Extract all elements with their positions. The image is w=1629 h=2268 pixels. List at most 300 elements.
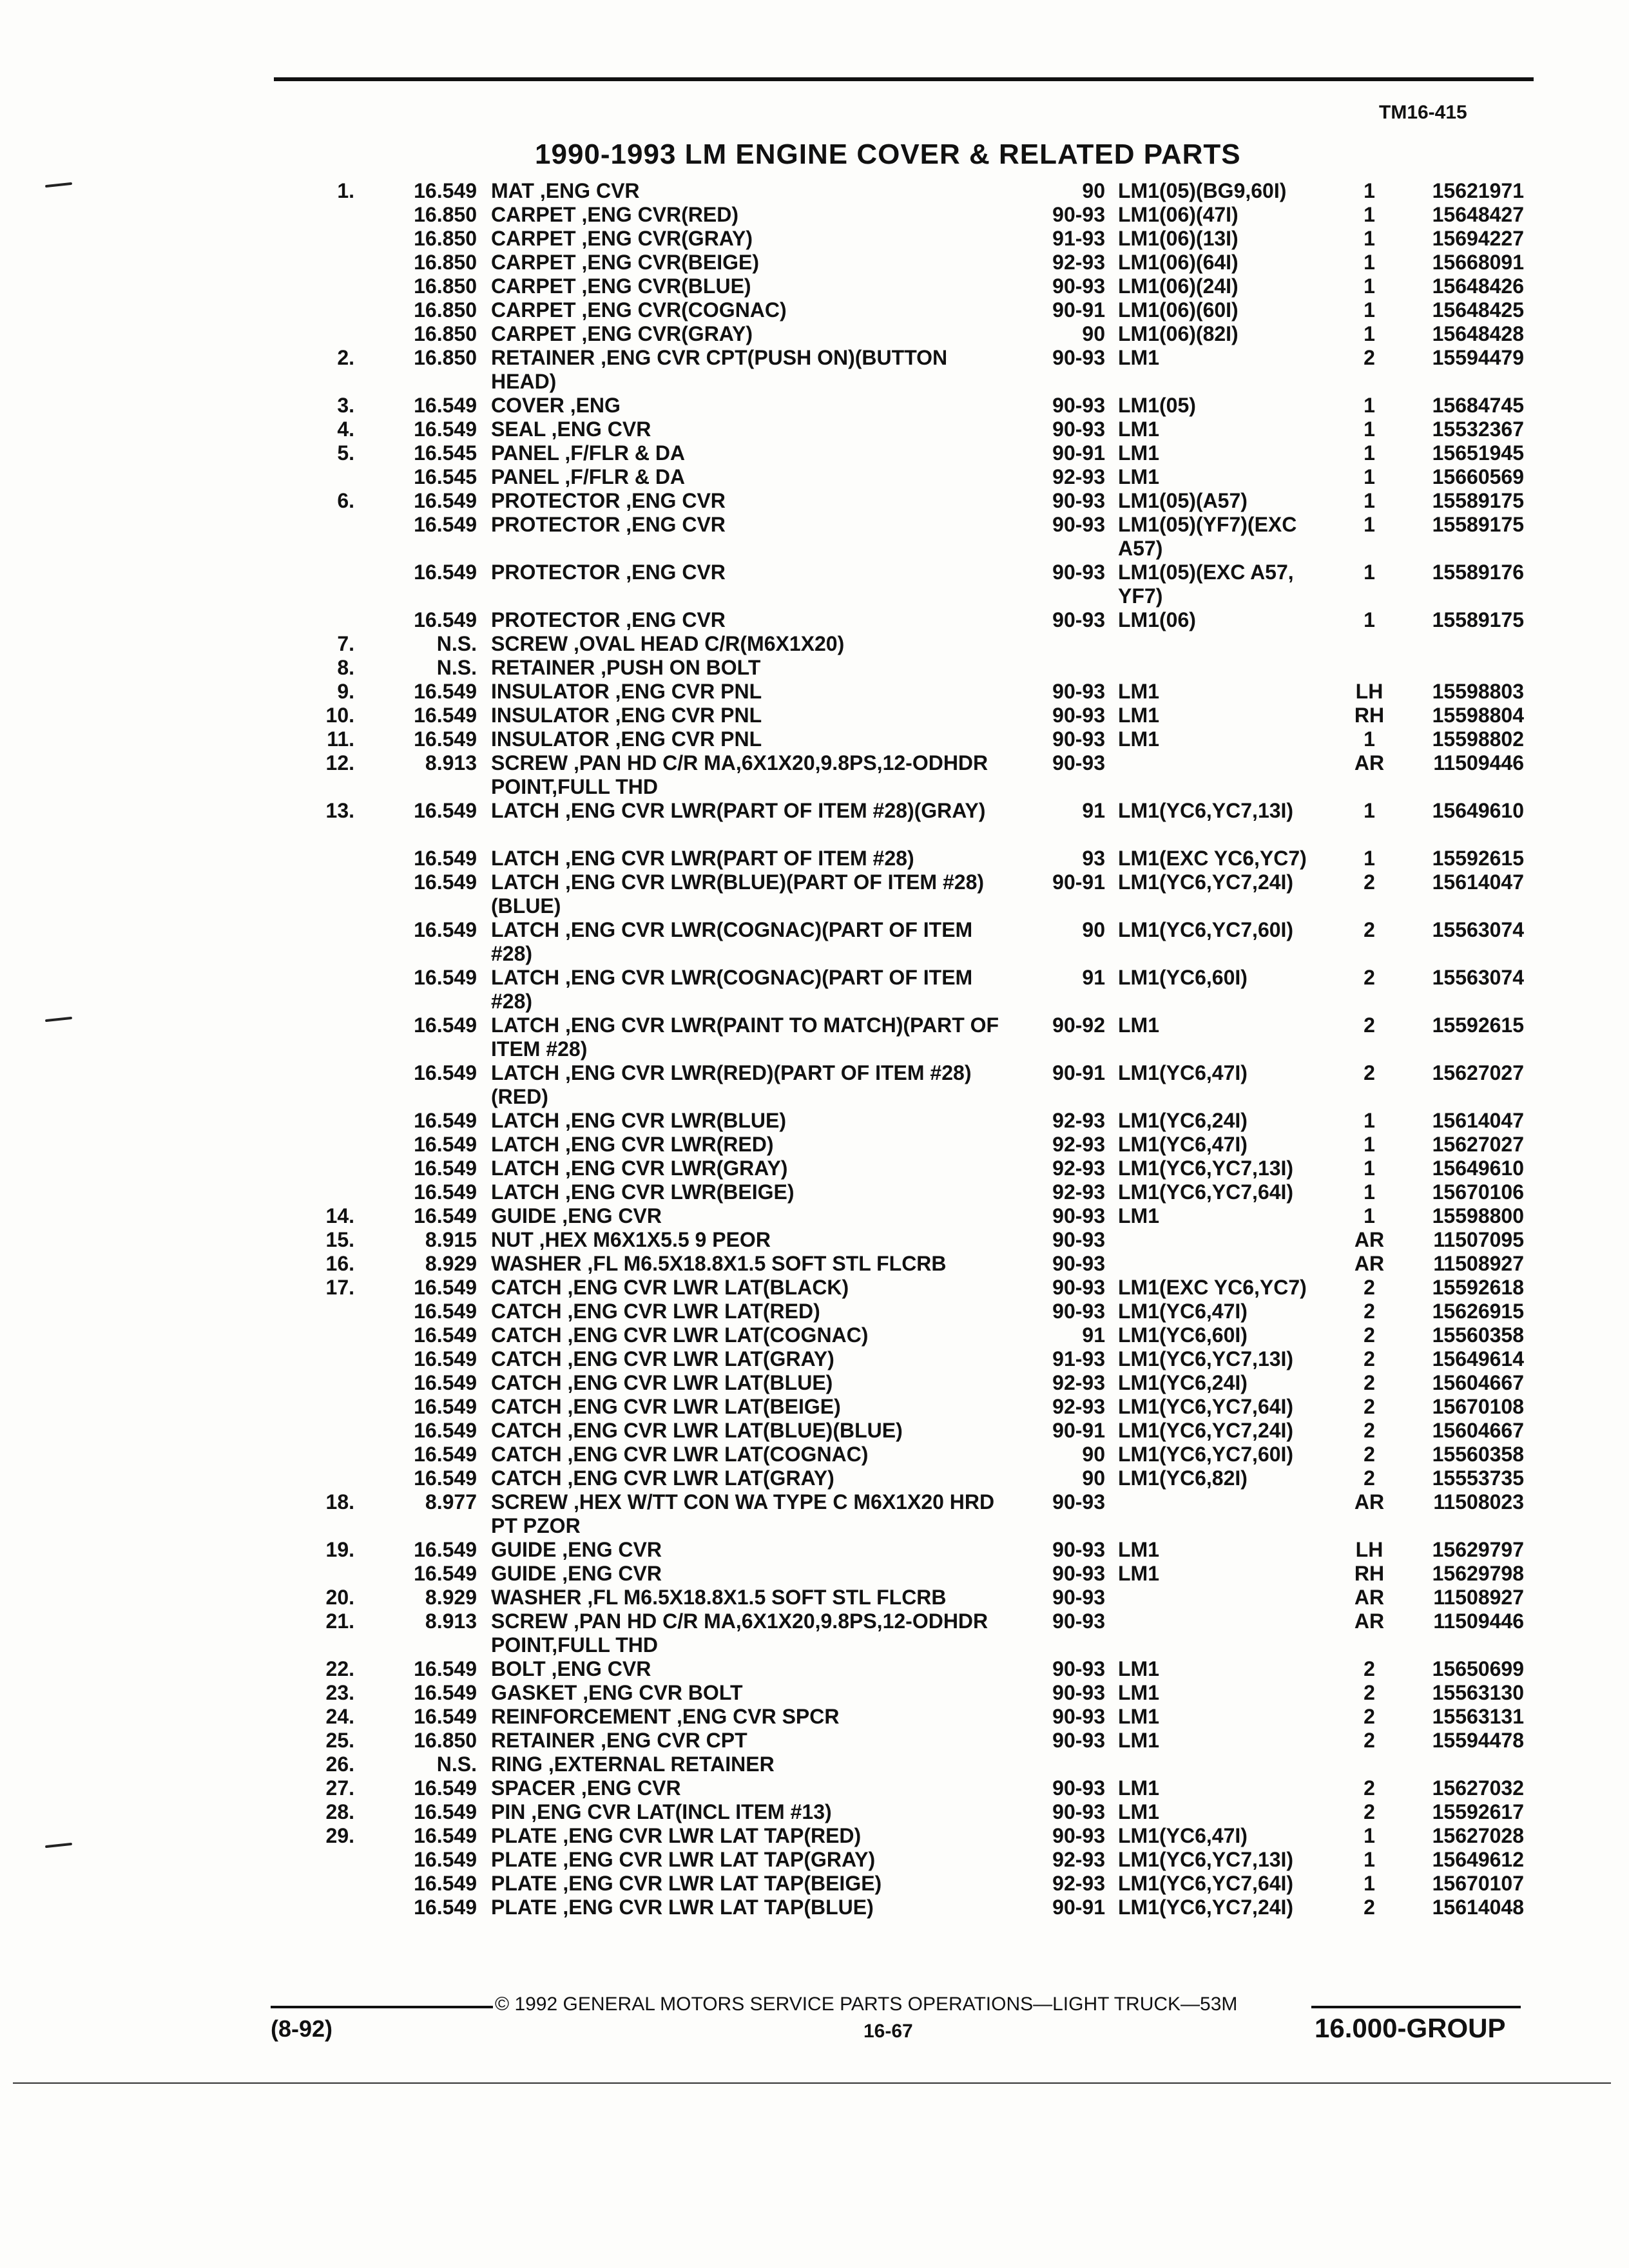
item-number: 29.: [325, 1824, 354, 1847]
group-number: 16.549: [414, 704, 477, 727]
item-number: 6.: [337, 489, 354, 512]
group-number: N.S.: [436, 632, 477, 655]
model-code: LM1(YC6,YC7,24I): [1118, 870, 1294, 894]
group-number: 16.549: [414, 1157, 477, 1180]
model-years: 91-93: [1052, 1347, 1105, 1370]
quantity: 1: [1364, 1824, 1375, 1847]
group-number: 16.549: [414, 1347, 477, 1370]
part-description: CATCH ,ENG CVR LWR LAT(BEIGE): [491, 1395, 841, 1418]
quantity: 1: [1364, 322, 1375, 345]
model-years: 90-93: [1052, 489, 1105, 512]
item-number: 24.: [325, 1705, 354, 1728]
quantity: AR: [1354, 1228, 1385, 1251]
part-number: 15592618: [1432, 1276, 1524, 1299]
model-years: 90-93: [1052, 751, 1105, 774]
part-description: SCREW ,OVAL HEAD C/R(M6X1X20): [491, 632, 845, 655]
part-number: 15563130: [1432, 1681, 1524, 1704]
model-code: LM1(06)(64I): [1118, 251, 1239, 274]
part-description: LATCH ,ENG CVR LWR(GRAY): [491, 1157, 788, 1180]
quantity: 1: [1364, 394, 1375, 417]
group-number: 16.549: [414, 1323, 477, 1347]
part-number: 15589175: [1432, 513, 1524, 536]
group-number: 16.549: [414, 1419, 477, 1442]
group-number: 16.850: [414, 274, 477, 298]
item-number: 17.: [325, 1276, 354, 1299]
quantity: 1: [1364, 1157, 1375, 1180]
group-number: 16.850: [414, 298, 477, 322]
model-code: LM1(05)(EXC A57, YF7): [1118, 561, 1294, 608]
model-years: 90-93: [1052, 1562, 1105, 1585]
group-number: 16.549: [414, 394, 477, 417]
model-code: LM1: [1118, 1800, 1159, 1823]
model-years: 90-93: [1052, 513, 1105, 536]
model-years: 90-93: [1052, 1681, 1105, 1704]
group-number: 16.549: [414, 847, 477, 870]
part-number: 15594478: [1432, 1729, 1524, 1752]
model-code: LM1: [1118, 1562, 1159, 1585]
model-years: 92-93: [1052, 1133, 1105, 1156]
model-code: LM1(YC6,YC7,13I): [1118, 799, 1294, 822]
model-code: LM1(05): [1118, 394, 1196, 417]
table-row: [0, 1276, 1629, 1300]
part-number: 15660569: [1432, 465, 1524, 488]
quantity: 1: [1364, 1848, 1375, 1871]
part-description: CARPET ,ENG CVR(COGNAC): [491, 298, 787, 322]
part-number: 15629797: [1432, 1538, 1524, 1561]
model-code: LM1(EXC YC6,YC7): [1118, 847, 1307, 870]
quantity: 1: [1364, 274, 1375, 298]
part-number: 11508023: [1433, 1490, 1524, 1514]
table-row: [0, 1705, 1629, 1729]
part-description: LATCH ,ENG CVR LWR(RED): [491, 1133, 774, 1156]
table-row: [0, 1490, 1629, 1538]
group-number: 16.549: [414, 1133, 477, 1156]
model-code: LM1(YC6,24I): [1118, 1109, 1248, 1132]
part-description: GUIDE ,ENG CVR: [491, 1538, 662, 1561]
group-number: 16.549: [414, 1300, 477, 1323]
part-number: 15589175: [1432, 608, 1524, 631]
model-years: 90-91: [1052, 870, 1105, 894]
copyright-notice: © 1992 GENERAL MOTORS SERVICE PARTS OPERATIONS—LIGHT TRUCK—53M: [495, 1994, 1238, 2015]
model-years: 90-91: [1052, 1896, 1105, 1919]
part-description: LATCH ,ENG CVR LWR(PART OF ITEM #28): [491, 847, 914, 870]
part-description: PLATE ,ENG CVR LWR LAT TAP(RED): [491, 1824, 862, 1847]
part-description: CATCH ,ENG CVR LWR LAT(COGNAC): [491, 1323, 869, 1347]
table-row: [0, 298, 1629, 322]
part-description: LATCH ,ENG CVR LWR(PAINT TO MATCH)(PART OF ITEM #28): [491, 1014, 999, 1061]
model-years: 92-93: [1052, 1872, 1105, 1895]
part-number: 15670106: [1432, 1180, 1524, 1204]
item-number: 14.: [325, 1204, 354, 1227]
quantity: 1: [1364, 847, 1375, 870]
model-code: LM1(06)(24I): [1118, 274, 1239, 298]
group-number: 16.549: [414, 1443, 477, 1466]
part-description: PROTECTOR ,ENG CVR: [491, 489, 726, 512]
model-years: 91-93: [1052, 227, 1105, 250]
table-row: [0, 418, 1629, 441]
part-description: PIN ,ENG CVR LAT(INCL ITEM #13): [491, 1800, 832, 1823]
table-row: [0, 680, 1629, 704]
page-number: 16-67: [863, 2021, 913, 2042]
item-number: 23.: [325, 1681, 354, 1704]
table-row: [0, 1776, 1629, 1800]
model-years: 90-93: [1052, 1776, 1105, 1800]
part-number: 15648427: [1432, 203, 1524, 226]
group-number: 16.549: [414, 1848, 477, 1871]
group-number: 16.549: [414, 561, 477, 584]
model-code: LM1: [1118, 1204, 1159, 1227]
table-row: [0, 251, 1629, 274]
quantity: 2: [1364, 1705, 1375, 1728]
model-years: 91: [1082, 966, 1105, 989]
quantity: 1: [1364, 513, 1375, 536]
part-description: CARPET ,ENG CVR(RED): [491, 203, 739, 226]
footer-rule-left: [271, 2006, 493, 2008]
quantity: 1: [1364, 1133, 1375, 1156]
model-code: LM1: [1118, 680, 1159, 703]
part-description: PLATE ,ENG CVR LWR LAT TAP(BLUE): [491, 1896, 874, 1919]
model-years: 90-93: [1052, 608, 1105, 631]
parts-list: [0, 179, 1629, 1919]
table-row: [0, 203, 1629, 227]
model-code: LM1: [1118, 441, 1159, 465]
group-number: 16.850: [414, 203, 477, 226]
table-row: [0, 1014, 1629, 1061]
part-number: 15648428: [1432, 322, 1524, 345]
model-years: 92-93: [1052, 1395, 1105, 1418]
group-number: 16.549: [414, 179, 477, 202]
model-code: LM1(05)(YF7)(EXC A57): [1118, 513, 1297, 560]
part-number: 15592615: [1432, 1014, 1524, 1037]
group-number: 16.549: [414, 1061, 477, 1084]
group-number: 16.549: [414, 1014, 477, 1037]
quantity: LH: [1355, 1538, 1383, 1561]
item-number: 13.: [325, 799, 354, 822]
table-row: [0, 1610, 1629, 1657]
model-years: 92-93: [1052, 1371, 1105, 1394]
quantity: AR: [1354, 1610, 1385, 1633]
part-description: SCREW ,HEX W/TT CON WA TYPE C M6X1X20 HRD PT PZOR: [491, 1490, 995, 1537]
model-years: 90-93: [1052, 1610, 1105, 1633]
group-number: 16.549: [414, 1800, 477, 1823]
part-number: 15592617: [1432, 1800, 1524, 1823]
part-number: 15626915: [1432, 1300, 1524, 1323]
model-code: LM1(06)(82I): [1118, 322, 1239, 345]
item-number: 11.: [327, 727, 354, 751]
model-years: 90: [1082, 322, 1105, 345]
group-number: 16.549: [414, 1681, 477, 1704]
quantity: 1: [1364, 418, 1375, 441]
model-code: LM1(05)(BG9,60I): [1118, 179, 1287, 202]
part-number: 15589176: [1432, 561, 1524, 584]
quantity: 2: [1364, 1443, 1375, 1466]
part-description: SCREW ,PAN HD C/R MA,6X1X20,9.8PS,12-ODHDR POINT,FULL THD: [491, 1610, 988, 1657]
item-number: 28.: [325, 1800, 354, 1823]
table-row: [0, 1347, 1629, 1371]
part-description: WASHER ,FL M6.5X18.8X1.5 SOFT STL FLCRB: [491, 1586, 947, 1609]
group-number: 8.929: [425, 1586, 477, 1609]
model-code: LM1(06)(60I): [1118, 298, 1239, 322]
model-code: LM1(YC6,YC7,60I): [1118, 1443, 1294, 1466]
model-code: LM1: [1118, 1014, 1159, 1037]
quantity: 1: [1364, 179, 1375, 202]
table-row: [0, 966, 1629, 1014]
part-description: WASHER ,FL M6.5X18.8X1.5 SOFT STL FLCRB: [491, 1252, 947, 1275]
table-row: [0, 1371, 1629, 1395]
model-code: LM1(YC6,YC7,13I): [1118, 1157, 1294, 1180]
model-years: 93: [1082, 847, 1105, 870]
part-description: CATCH ,ENG CVR LWR LAT(COGNAC): [491, 1443, 869, 1466]
group-number: 16.549: [414, 1872, 477, 1895]
group-number: N.S.: [436, 656, 477, 679]
part-number: 15598800: [1432, 1204, 1524, 1227]
model-years: 90-93: [1052, 418, 1105, 441]
table-row: [0, 751, 1629, 799]
document-id: TM16-415: [1379, 102, 1467, 123]
quantity: 2: [1364, 966, 1375, 989]
table-row: [0, 1180, 1629, 1204]
part-number: 15650699: [1432, 1657, 1524, 1680]
part-number: 15560358: [1432, 1323, 1524, 1347]
part-number: 11508927: [1433, 1586, 1524, 1609]
table-row: [0, 847, 1629, 870]
model-code: LM1: [1118, 1729, 1159, 1752]
model-years: 90-93: [1052, 1252, 1105, 1275]
quantity: 2: [1364, 1681, 1375, 1704]
quantity: 2: [1364, 346, 1375, 369]
model-years: 90-93: [1052, 1729, 1105, 1752]
part-description: NUT ,HEX M6X1X5.5 9 PEOR: [491, 1228, 771, 1251]
model-years: 90: [1082, 1443, 1105, 1466]
model-code: LM1(YC6,YC7,24I): [1118, 1896, 1294, 1919]
group-number: 16.549: [414, 1776, 477, 1800]
table-row: [0, 1800, 1629, 1824]
group-label: 16.000-GROUP: [1315, 2013, 1506, 2043]
part-description: CARPET ,ENG CVR(GRAY): [491, 227, 753, 250]
part-description: REINFORCEMENT ,ENG CVR SPCR: [491, 1705, 840, 1728]
model-years: 90-91: [1052, 298, 1105, 322]
part-number: 15694227: [1432, 227, 1524, 250]
model-code: LM1(YC6,24I): [1118, 1371, 1248, 1394]
table-row: [0, 274, 1629, 298]
quantity: 2: [1364, 1729, 1375, 1752]
model-years: 92-93: [1052, 1157, 1105, 1180]
quantity: 2: [1364, 870, 1375, 894]
part-description: LATCH ,ENG CVR LWR(RED)(PART OF ITEM #28)(RED): [491, 1061, 972, 1108]
model-code: LM1: [1118, 346, 1159, 369]
quantity: 1: [1364, 227, 1375, 250]
part-description: CATCH ,ENG CVR LWR LAT(RED): [491, 1300, 820, 1323]
table-row: [0, 346, 1629, 394]
part-number: 15563131: [1432, 1705, 1524, 1728]
group-number: 8.913: [425, 751, 477, 774]
item-number: 3.: [337, 394, 354, 417]
model-years: 90-92: [1052, 1014, 1105, 1037]
part-description: CATCH ,ENG CVR LWR LAT(BLACK): [491, 1276, 849, 1299]
part-description: RETAINER ,PUSH ON BOLT: [491, 656, 761, 679]
group-number: 16.549: [414, 1562, 477, 1585]
part-number: 15627027: [1432, 1133, 1524, 1156]
quantity: 1: [1364, 561, 1375, 584]
group-number: 16.549: [414, 1466, 477, 1490]
quantity: 2: [1364, 918, 1375, 941]
bottom-rule: [13, 2082, 1611, 2084]
quantity: 1: [1364, 441, 1375, 465]
group-number: 8.915: [425, 1228, 477, 1251]
part-number: 15614047: [1432, 870, 1524, 894]
group-number: 16.549: [414, 489, 477, 512]
model-years: 90-93: [1052, 346, 1105, 369]
item-number: 5.: [337, 441, 354, 465]
model-code: LM1: [1118, 418, 1159, 441]
date-code: (8-92): [271, 2015, 333, 2042]
part-number: 15598804: [1432, 704, 1524, 727]
model-years: 90-93: [1052, 680, 1105, 703]
table-row: [0, 1824, 1629, 1848]
model-years: 92-93: [1052, 251, 1105, 274]
item-number: 18.: [325, 1490, 354, 1514]
part-description: LATCH ,ENG CVR LWR(BEIGE): [491, 1180, 795, 1204]
quantity: RH: [1354, 704, 1385, 727]
model-code: LM1: [1118, 465, 1159, 488]
quantity: AR: [1354, 1252, 1385, 1275]
table-row: [0, 1562, 1629, 1586]
part-description: LATCH ,ENG CVR LWR(PART OF ITEM #28)(GRAY): [491, 799, 986, 822]
quantity: AR: [1354, 1586, 1385, 1609]
model-code: LM1(YC6,YC7,13I): [1118, 1848, 1294, 1871]
table-row: [0, 1323, 1629, 1347]
group-number: 8.929: [425, 1252, 477, 1275]
part-description: CATCH ,ENG CVR LWR LAT(GRAY): [491, 1466, 834, 1490]
model-years: 90-93: [1052, 1228, 1105, 1251]
model-code: LM1: [1118, 1776, 1159, 1800]
quantity: 2: [1364, 1896, 1375, 1919]
table-row: [0, 704, 1629, 727]
group-number: 16.549: [414, 1657, 477, 1680]
quantity: 2: [1364, 1347, 1375, 1370]
model-years: 90-93: [1052, 203, 1105, 226]
part-number: 15598803: [1432, 680, 1524, 703]
model-code: LM1(YC6,47I): [1118, 1300, 1248, 1323]
group-number: 16.549: [414, 513, 477, 536]
part-description: PROTECTOR ,ENG CVR: [491, 608, 726, 631]
model-years: 90-93: [1052, 1300, 1105, 1323]
group-number: 16.549: [414, 966, 477, 989]
quantity: LH: [1355, 680, 1383, 703]
part-number: 15589175: [1432, 489, 1524, 512]
table-row: [0, 1681, 1629, 1705]
item-number: 21.: [325, 1610, 354, 1633]
model-years: 90-93: [1052, 704, 1105, 727]
part-description: LATCH ,ENG CVR LWR(BLUE): [491, 1109, 787, 1132]
part-number: 11508927: [1433, 1252, 1524, 1275]
group-number: 16.549: [414, 608, 477, 631]
part-number: 15614047: [1432, 1109, 1524, 1132]
quantity: 1: [1364, 298, 1375, 322]
part-description: INSULATOR ,ENG CVR PNL: [491, 680, 762, 703]
part-number: 15621971: [1432, 179, 1524, 202]
part-number: 15670107: [1432, 1872, 1524, 1895]
part-description: CARPET ,ENG CVR(GRAY): [491, 322, 753, 345]
part-number: 15627032: [1432, 1776, 1524, 1800]
quantity: 2: [1364, 1800, 1375, 1823]
group-number: 16.850: [414, 346, 477, 369]
group-number: 16.545: [414, 441, 477, 465]
table-row: [0, 1133, 1629, 1157]
table-row: [0, 394, 1629, 418]
group-number: 16.549: [414, 418, 477, 441]
part-number: 15627028: [1432, 1824, 1524, 1847]
part-description: RETAINER ,ENG CVR CPT: [491, 1729, 747, 1752]
part-number: 15560358: [1432, 1443, 1524, 1466]
part-description: LATCH ,ENG CVR LWR(COGNAC)(PART OF ITEM #28): [491, 918, 973, 965]
model-code: LM1(05)(A57): [1118, 489, 1248, 512]
table-row: [0, 727, 1629, 751]
part-number: 15668091: [1432, 251, 1524, 274]
model-code: LM1(EXC YC6,YC7): [1118, 1276, 1307, 1299]
group-number: 16.549: [414, 1896, 477, 1919]
part-number: 15553735: [1432, 1466, 1524, 1490]
group-number: 16.549: [414, 870, 477, 894]
part-description: PANEL ,F/FLR & DA: [491, 465, 686, 488]
part-number: 15684745: [1432, 394, 1524, 417]
table-row: [0, 561, 1629, 608]
group-number: 16.549: [414, 727, 477, 751]
part-description: PROTECTOR ,ENG CVR: [491, 561, 726, 584]
table-row: [0, 1753, 1629, 1776]
part-description: PANEL ,F/FLR & DA: [491, 441, 686, 465]
model-years: 90-93: [1052, 1490, 1105, 1514]
model-years: 90-93: [1052, 394, 1105, 417]
quantity: 2: [1364, 1014, 1375, 1037]
group-number: 8.913: [425, 1610, 477, 1633]
table-row: [0, 1109, 1629, 1133]
quantity: 2: [1364, 1323, 1375, 1347]
top-rule: [274, 77, 1534, 81]
quantity: 2: [1364, 1419, 1375, 1442]
model-code: LM1: [1118, 1538, 1159, 1561]
part-number: 15604667: [1432, 1419, 1524, 1442]
group-number: 16.850: [414, 227, 477, 250]
quantity: 1: [1364, 1872, 1375, 1895]
part-description: CARPET ,ENG CVR(BLUE): [491, 274, 751, 298]
item-number: 1.: [337, 179, 354, 202]
item-number: 26.: [325, 1753, 354, 1776]
part-number: 15598802: [1432, 727, 1524, 751]
group-number: 16.850: [414, 251, 477, 274]
model-years: 90-93: [1052, 1204, 1105, 1227]
model-years: 90-93: [1052, 1657, 1105, 1680]
model-code: LM1(YC6,60I): [1118, 966, 1248, 989]
quantity: 2: [1364, 1371, 1375, 1394]
footer-rule-right: [1311, 2006, 1521, 2008]
model-years: 90-91: [1052, 1419, 1105, 1442]
part-number: 15594479: [1432, 346, 1524, 369]
part-description: MAT ,ENG CVR: [491, 179, 640, 202]
quantity: RH: [1354, 1562, 1385, 1585]
group-number: 16.549: [414, 1371, 477, 1394]
model-years: 90-91: [1052, 1061, 1105, 1084]
table-row: [0, 489, 1629, 513]
page-title: 1990-1993 LM ENGINE COVER & RELATED PARTS: [535, 139, 1241, 170]
table-row: [0, 632, 1629, 656]
group-number: 16.549: [414, 1395, 477, 1418]
group-number: 16.850: [414, 1729, 477, 1752]
model-code: LM1(YC6,47I): [1118, 1061, 1248, 1084]
quantity: 2: [1364, 1300, 1375, 1323]
item-number: 22.: [325, 1657, 354, 1680]
group-number: 16.549: [414, 799, 477, 822]
